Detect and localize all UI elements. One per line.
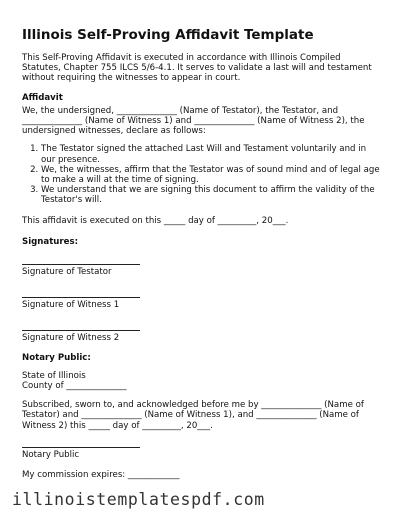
county-line: County of ______________ (22, 381, 127, 392)
signature-line (22, 433, 140, 448)
affidavit-heading: Affidavit (22, 92, 63, 103)
signature-line (22, 316, 140, 331)
undersigned-paragraph: We, the undersigned, ______________ (Name of Testator), the Testator, and ______________ (Name of Witness 1) and ______________ (Name of Witness 2), the undersigned witnesses, declare as follows: (22, 105, 365, 137)
notary-heading: Notary Public: (22, 352, 91, 363)
signature-label: Signature of Witness 1 (22, 300, 120, 311)
subscribed-paragraph: Subscribed, sworn to, and acknowledged before me by ______________ (Name of Testator) and ______________ (Name of Witness 1), and ______________ (Name of Witness 2) this _____ day of _________, 20___. (22, 400, 364, 431)
site-watermark: illinoistemplatespdf.com (12, 490, 265, 509)
execution-date-line: This affidavit is executed on this _____ day of _________, 20___. (22, 215, 289, 226)
signatures-heading: Signatures: (22, 236, 79, 247)
signature-line (22, 283, 140, 298)
document-title: Illinois Self-Proving Affidavit Template (22, 27, 314, 43)
signature-label: Signature of Witness 2 (22, 333, 120, 344)
statement-list (22, 144, 382, 205)
testator-signature-block (22, 250, 382, 277)
commission-line: My commission expires: ____________ (22, 470, 180, 481)
signature-line (22, 250, 140, 265)
intro-paragraph: This Self-Proving Affidavit is executed in accordance with Illinois Compiled Statutes, Chapter 755 ILCS 5/6-4.1. It serves to validate a last will and testament without requiring the witnesses to appear in court. (22, 53, 372, 84)
witness2-signature-block (22, 316, 382, 343)
venue-block (22, 371, 382, 391)
affidavit-page (22, 27, 382, 480)
witness1-signature-block (22, 283, 382, 310)
state-line: State of Illinois (22, 370, 86, 381)
statement-item: 1. The Testator signed the attached Last Will and Testament voluntarily and in our presence. (41, 144, 382, 164)
notary-signature-block (22, 433, 382, 460)
signature-label: Signature of Testator (22, 267, 112, 278)
signature-label: Notary Public (22, 449, 80, 460)
statement-item: 2. We, the witnesses, affirm that the Testator was of sound mind and of legal age to make a will at the time of signing. (41, 165, 382, 185)
statement-item: 3. We understand that we are signing this document to affirm the validity of the Testator's will. (41, 185, 382, 205)
